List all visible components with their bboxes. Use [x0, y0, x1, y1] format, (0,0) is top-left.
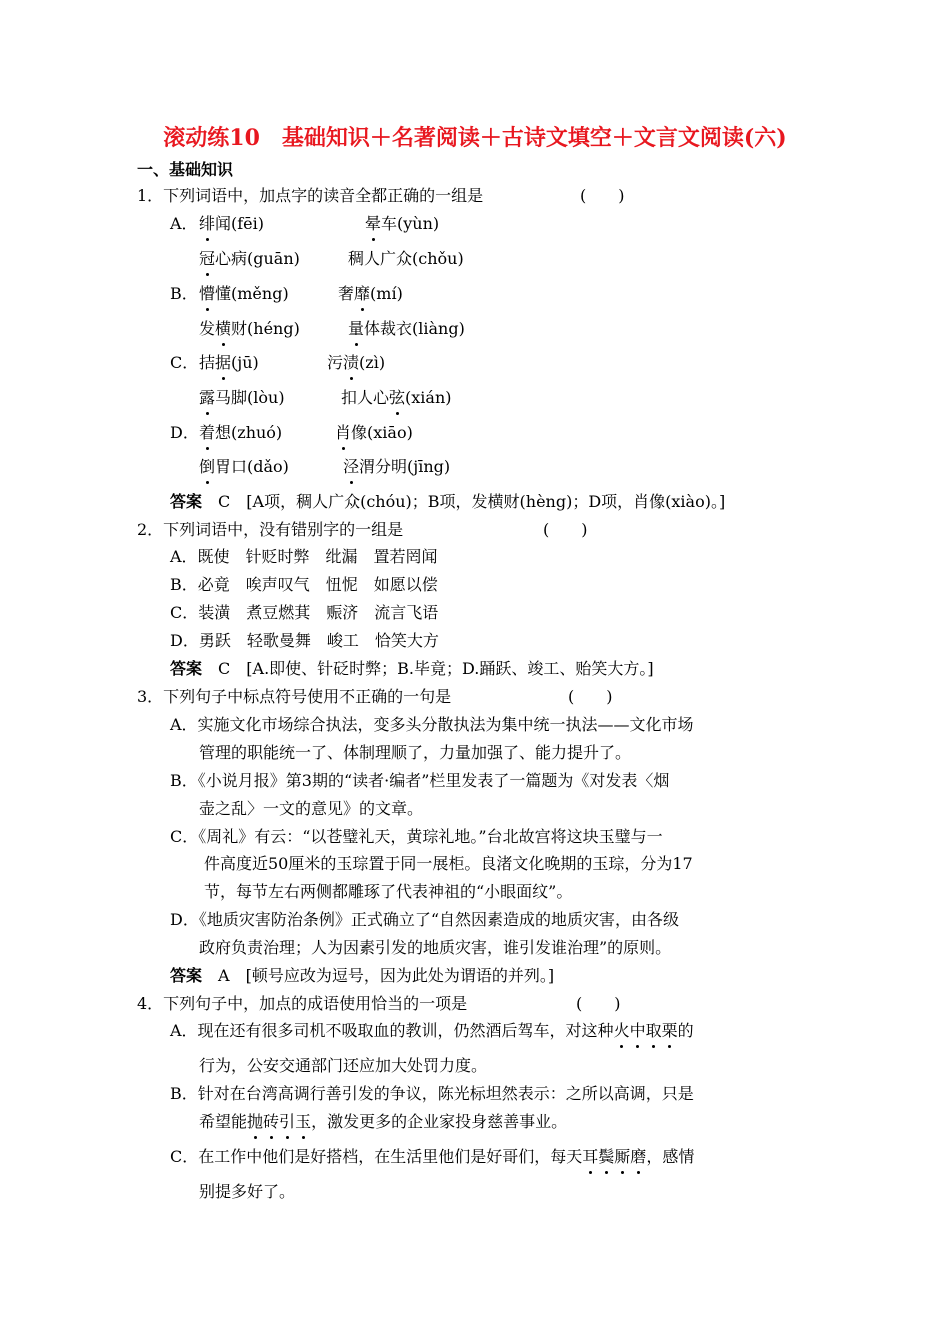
q1-option-d-word2: 肖像(xiāo): [335, 423, 413, 442]
emphasis-dot-phrase: [614, 1021, 678, 1040]
q1-option-d-label: D．: [170, 423, 199, 442]
emphasis-dot-char: 厮: [614, 1147, 631, 1166]
emphasis-dot-char: 引: [279, 1112, 296, 1131]
q1-option-d-word3: 倒胃口(dǎo): [199, 457, 289, 476]
sentence-text: ，激发更多的企业家投身慈善事业。: [311, 1112, 568, 1131]
emphasis-dot-char: 渍: [343, 353, 360, 372]
q4-stem: 4．下列句子中，加点的成语使用恰当的一项是: [137, 994, 468, 1013]
q3-option-d-line1: D．《地质灾害防治条例》正式确立了“自然因素造成的地质灾害，由各级: [170, 910, 680, 929]
q1-option-b-word2: 奢靡(mí): [338, 284, 403, 303]
q2-option-b: B．必竟 唉声叹气 忸怩 如愿以偿: [170, 575, 438, 594]
emphasis-dot-char: 火: [613, 1021, 630, 1040]
emphasis-dot-char: 抛: [247, 1112, 264, 1131]
q3-answer: [170, 966, 554, 986]
emphasis-dot-char: 据: [215, 353, 232, 372]
emphasis-dot-char: 晕: [365, 214, 382, 233]
emphasis-dot-char: 栗: [661, 1021, 678, 1040]
emphasis-dot-char: 绯: [199, 214, 216, 233]
emphasis-dot-char: 懵: [199, 284, 216, 303]
q4-option-a-line1: [170, 1021, 694, 1041]
q1-option-a-word1: 绯闻(fēi): [199, 214, 265, 233]
q2-answer: [170, 659, 654, 679]
emphasis-dot-char: 鬓: [598, 1147, 615, 1166]
sentence-text: A．现在还有很多司机不吸取血的教训，仍然酒后驾车，对这种: [170, 1021, 614, 1040]
q2-option-a: A．既使 针贬时弊 纰漏 置若罔闻: [170, 547, 438, 566]
answer-label: 答案: [170, 966, 203, 985]
q4-option-c-line1: [170, 1147, 694, 1167]
answer-text: A [顿号应改为逗号，因为此处为谓语的并列。]: [218, 966, 555, 985]
section-heading: 一、基础知识: [137, 160, 234, 179]
emphasis-dot-char: 横: [215, 319, 232, 338]
q2-stem: 2．下列词语中，没有错别字的一组是: [137, 520, 404, 539]
emphasis-dot-phrase: [247, 1112, 311, 1131]
q1-option-c-word3: 露马脚(lòu): [199, 388, 285, 407]
emphasis-dot-char: 泾: [343, 457, 360, 476]
emphasis-dot-char: 耳: [582, 1147, 599, 1166]
emphasis-dot-char: 倒: [199, 457, 216, 476]
q3-answer-paren: ( ): [568, 687, 613, 706]
q1-answer-paren: ( ): [580, 186, 625, 205]
q4-option-a-line2: 行为，公安交通部门还应加大处罚力度。: [199, 1056, 488, 1075]
emphasis-dot-char: 砖: [263, 1112, 280, 1131]
q1-option-b-word4: 量体裁衣(liàng): [348, 319, 465, 338]
emphasis-dot-char: 着: [199, 423, 216, 442]
q3-option-c-line1: C．《周礼》有云：“以苍璧礼天，黄琮礼地。”台北故宫将这块玉璧与一: [170, 827, 663, 846]
q1-option-a-word3: 冠心病(guān): [199, 249, 300, 268]
emphasis-dot-char: 取: [645, 1021, 662, 1040]
q1-stem: 1．下列词语中，加点字的读音全都正确的一组是: [137, 186, 484, 205]
q1-option-c-word1: 拮据(jū): [199, 353, 259, 372]
q3-option-b-line1: B．《小说月报》第3期的“读者·编者”栏里发表了一篇题为《对发表〈烟: [170, 771, 670, 790]
q3-option-c-line3: 节，每节左右两侧都雕琢了代表神祖的“小眼面纹”。: [204, 882, 573, 901]
q1-option-a-word4: 稠人广众(chǒu): [348, 249, 464, 268]
q2-option-d: D．勇跃 轻歌曼舞 峻工 恰笑大方: [170, 631, 439, 650]
emphasis-dot-char: 冠: [199, 249, 216, 268]
emphasis-dot-char: 量: [348, 319, 365, 338]
answer-text: C [A.即使、针砭时弊；B.毕竟；D.踊跃、竣工、贻笑大方。]: [218, 659, 654, 678]
q4-option-b-line2: [199, 1112, 567, 1132]
q1-option-c-word2: 污渍(zì): [327, 353, 386, 372]
emphasis-dot-char: 弦: [389, 388, 406, 407]
q1-option-a-word2: 晕车(yùn): [365, 214, 440, 233]
emphasis-dot-phrase: [582, 1147, 646, 1166]
q1-answer: [170, 492, 725, 512]
answer-text: C [A项，稠人广众(chóu)；B项，发横财(hèng)；D项，肖像(xiào)。]: [218, 492, 726, 511]
emphasis-dot-char: 磨: [630, 1147, 647, 1166]
emphasis-dot-char: 靡: [354, 284, 371, 303]
emphasis-dot-char: 玉: [295, 1112, 312, 1131]
q3-stem: 3．下列句子中标点符号使用不正确的一句是: [137, 687, 452, 706]
q1-option-a-label: A．: [170, 214, 198, 233]
q1-option-d-word1: 着想(zhuó): [199, 423, 283, 442]
page-title: 滚动练10 基础知识＋名著阅读＋古诗文填空＋文言文阅读(六): [163, 125, 787, 151]
q4-option-b-line1: B．针对在台湾高调行善引发的争议，陈光标坦然表示：之所以高调，只是: [170, 1084, 694, 1103]
q4-option-c-line2: 别提多好了。: [199, 1182, 296, 1201]
q1-option-c-word4: 扣人心弦(xián): [341, 388, 452, 407]
sentence-text: ，感情: [646, 1147, 695, 1166]
q3-option-c-line2: 件高度近50厘米的玉琮置于同一展柜。良渚文化晚期的玉琮，分为17: [204, 854, 693, 873]
sentence-text: C．在工作中他们是好搭档，在生活里他们是好哥们，每天: [170, 1147, 583, 1166]
sentence-text: 的: [677, 1021, 694, 1040]
emphasis-dot-char: 肖: [335, 423, 352, 442]
q1-option-c-label: C．: [170, 353, 199, 372]
q1-option-b-word1: 懵懂(měng): [199, 284, 289, 303]
q1-option-b-label: B．: [170, 284, 198, 303]
answer-label: 答案: [170, 659, 203, 678]
q3-option-a-line2: 管理的职能统一了、体制理顺了，力量加强了、能力提升了。: [199, 743, 632, 762]
emphasis-dot-char: 露: [199, 388, 216, 407]
q3-option-d-line2: 政府负责治理；人为因素引发的地质灾害，谁引发谁治理”的原则。: [199, 938, 672, 957]
sentence-text: 希望能: [199, 1112, 248, 1131]
q2-answer-paren: ( ): [543, 520, 588, 539]
q2-option-c: C．装潢 煮豆燃萁 赈济 流言飞语: [170, 603, 439, 622]
q1-option-b-word3: 发横财(héng): [199, 319, 300, 338]
emphasis-dot-char: 中: [629, 1021, 646, 1040]
q3-option-a-line1: A．实施文化市场综合执法，变多头分散执法为集中统一执法——文化市场: [170, 715, 694, 734]
q1-option-d-word4: 泾渭分明(jīng): [343, 457, 451, 476]
q3-option-b-line2: 壶之乱〉一文的意见》的文章。: [199, 799, 424, 818]
answer-label: 答案: [170, 492, 203, 511]
q4-answer-paren: ( ): [576, 994, 621, 1013]
